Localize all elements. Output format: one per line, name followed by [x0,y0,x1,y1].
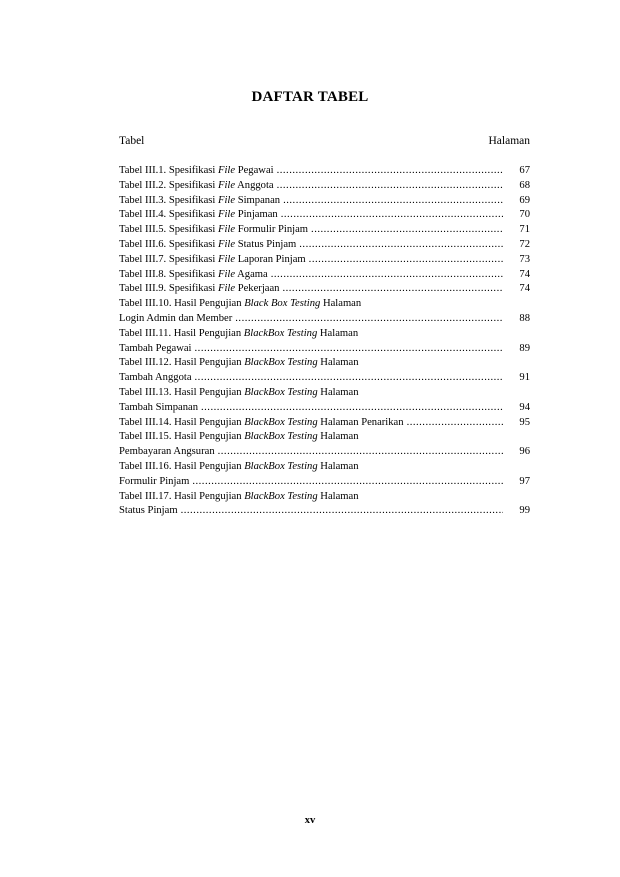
list-item-continuation [119,401,530,416]
entry-page-number: 96 [519,446,530,458]
entry-title-italic: File [218,179,236,191]
dot-leader [181,504,503,519]
list-item [119,356,530,371]
entry-title-prefix: Tabel III.8. Spesifikasi [119,268,218,280]
entry-title-suffix: Anggota [235,179,274,191]
entry-title-prefix: Tabel III.14. Hasil Pengujian [119,416,245,428]
entry-title [119,297,361,312]
entry-title-continuation: Tambah Pegawai [119,342,192,354]
entry-page-number: 88 [519,312,530,324]
entry-title-suffix: Halaman [317,460,359,472]
entry-title-prefix: Tabel III.13. Hasil Pengujian [119,386,245,398]
entry-title-italic: BlackBox Testing [244,431,318,443]
entry-title-italic: File [218,268,236,280]
list-item-continuation [119,475,530,490]
entry-title-suffix: Simpanan [235,194,281,206]
entry-page-number: 72 [519,238,530,250]
entry-title-continuation: Formulir Pinjam [119,475,190,487]
entry-title-italic: File [218,194,236,206]
entry-title [119,238,296,253]
entry-title-italic: Black Box Testing [244,298,321,310]
page-title: DAFTAR TABEL [251,89,369,105]
entry-title-prefix: Tabel III.1. Spesifikasi [119,165,218,176]
dot-leader [192,475,503,490]
dot-leader [195,342,503,357]
entry-title-prefix: Tabel III.17. Hasil Pengujian [119,490,245,502]
entry-title-suffix: Halaman [317,327,359,339]
list-item [119,416,530,431]
entry-title-italic: BlackBox Testing [243,327,318,339]
entry-title [119,253,306,268]
entry-title [119,223,308,238]
entry-page-number: 89 [519,342,530,354]
entry-title-suffix: Pekerjaan [235,283,280,295]
entry-title-suffix: Halaman [317,431,359,443]
dot-leader [235,312,503,327]
entry-page-number: 69 [519,194,530,206]
entry-title-prefix: Tabel III.9. Spesifikasi [119,283,218,295]
list-item [119,297,530,312]
entry-title-prefix: Tabel III.5. Spesifikasi [119,224,218,236]
entry-title-suffix: Halaman Penarikan [317,416,404,428]
entry-title-continuation: Pembayaran Angsuran [119,446,215,458]
list-item [119,327,530,342]
entry-title-suffix: Laporan Pinjam [235,253,306,265]
entry-title-continuation: Login Admin dan Member [119,312,233,324]
entry-title-suffix: Pinjaman [235,209,278,221]
entry-title [119,386,359,401]
entry-title-suffix: Halaman [320,298,362,310]
entry-page-number: 67 [519,165,530,176]
entry-title-prefix: Tabel III.7. Spesifikasi [119,253,218,265]
entry-title [119,179,274,194]
entry-title [119,208,278,223]
list-item [119,460,530,475]
list-item [119,164,530,179]
entry-title [119,430,359,445]
entry-page-number: 71 [519,224,530,236]
entry-title [119,194,280,209]
entry-title [119,282,279,297]
list-item [119,386,530,401]
dot-leader [271,268,503,283]
dot-leader [282,282,503,297]
entry-title-suffix: Pegawai [235,165,274,176]
entry-title-suffix: Formulir Pinjam [235,224,309,236]
list-item [119,194,530,209]
entry-page-number: 99 [519,505,530,517]
column-label-table: Tabel [119,135,145,147]
entry-title-prefix: Tabel III.4. Spesifikasi [119,209,218,221]
entry-title-prefix: Tabel III.3. Spesifikasi [119,194,218,206]
entry-title-prefix: Tabel III.10. Hasil Pengujian [119,298,245,310]
entry-page-number: 97 [519,475,530,487]
entry-page-number: 68 [519,179,530,191]
entry-title-prefix: Tabel III.12. Hasil Pengujian [119,357,245,369]
entry-title [119,356,359,371]
table-list [119,164,530,519]
list-item-continuation [119,312,530,327]
dot-leader [277,164,503,179]
list-item-continuation [119,371,530,386]
entry-title-continuation: Status Pinjam [119,505,178,517]
dot-leader [277,179,503,194]
entry-page-number: 95 [519,416,530,428]
entry-title [119,327,358,342]
entry-title-suffix: Status Pinjam [235,238,297,250]
page-number: xv [304,815,316,826]
entry-title-continuation: Tambah Anggota [119,372,192,384]
list-item [119,238,530,253]
list-item [119,282,530,297]
entry-title-italic: BlackBox Testing [244,490,318,502]
entry-title-suffix: Agama [235,268,268,280]
entry-title-continuation: Tambah Simpanan [119,401,198,413]
entry-page-number: 70 [519,209,530,221]
entry-title-suffix: Halaman [317,357,359,369]
dot-leader [201,401,503,416]
entry-page-number: 74 [519,283,530,295]
list-item [119,430,530,445]
entry-title-prefix: Tabel III.6. Spesifikasi [119,238,218,250]
list-item [119,223,530,238]
entry-title-italic: BlackBox Testing [244,357,318,369]
entry-title-italic: BlackBox Testing [244,386,318,398]
entry-title-italic: File [218,224,236,236]
list-item [119,268,530,283]
dot-leader [283,194,503,209]
dot-leader [407,416,503,431]
list-item-continuation [119,342,530,357]
entry-page-number: 91 [519,372,530,384]
entry-page-number: 74 [519,268,530,280]
entry-title-prefix: Tabel III.2. Spesifikasi [119,179,218,191]
list-item-continuation [119,504,530,519]
entry-title-prefix: Tabel III.16. Hasil Pengujian [119,460,245,472]
list-item [119,179,530,194]
entry-title-prefix: Tabel III.15. Hasil Pengujian [119,431,245,443]
entry-title-italic: File [218,165,236,176]
list-item [119,253,530,268]
entry-title [119,460,359,475]
entry-title [119,490,359,505]
dot-leader [195,371,503,386]
list-item [119,208,530,223]
entry-title-italic: BlackBox Testing [244,460,318,472]
dot-leader [299,238,503,253]
entry-title-italic: File [218,209,236,221]
entry-title [119,268,268,283]
toc-header [119,135,530,147]
list-item-continuation [119,445,530,460]
entry-title-prefix: Tabel III.11. Hasil Pengujian [119,327,244,339]
entry-title-italic: File [218,283,236,295]
entry-title [119,164,274,179]
entry-title-suffix: Halaman [317,490,359,502]
entry-page-number: 94 [519,401,530,413]
list-item [119,490,530,505]
entry-title [119,416,404,431]
dot-leader [311,223,503,238]
entry-title-suffix: Halaman [317,386,359,398]
entry-title-italic: BlackBox Testing [244,416,318,428]
dot-leader [281,208,503,223]
entry-title-italic: File [218,253,236,265]
entry-title-italic: File [218,238,236,250]
dot-leader [309,253,503,268]
column-label-page: Halaman [488,135,530,147]
dot-leader [218,445,503,460]
entry-page-number: 73 [519,253,530,265]
